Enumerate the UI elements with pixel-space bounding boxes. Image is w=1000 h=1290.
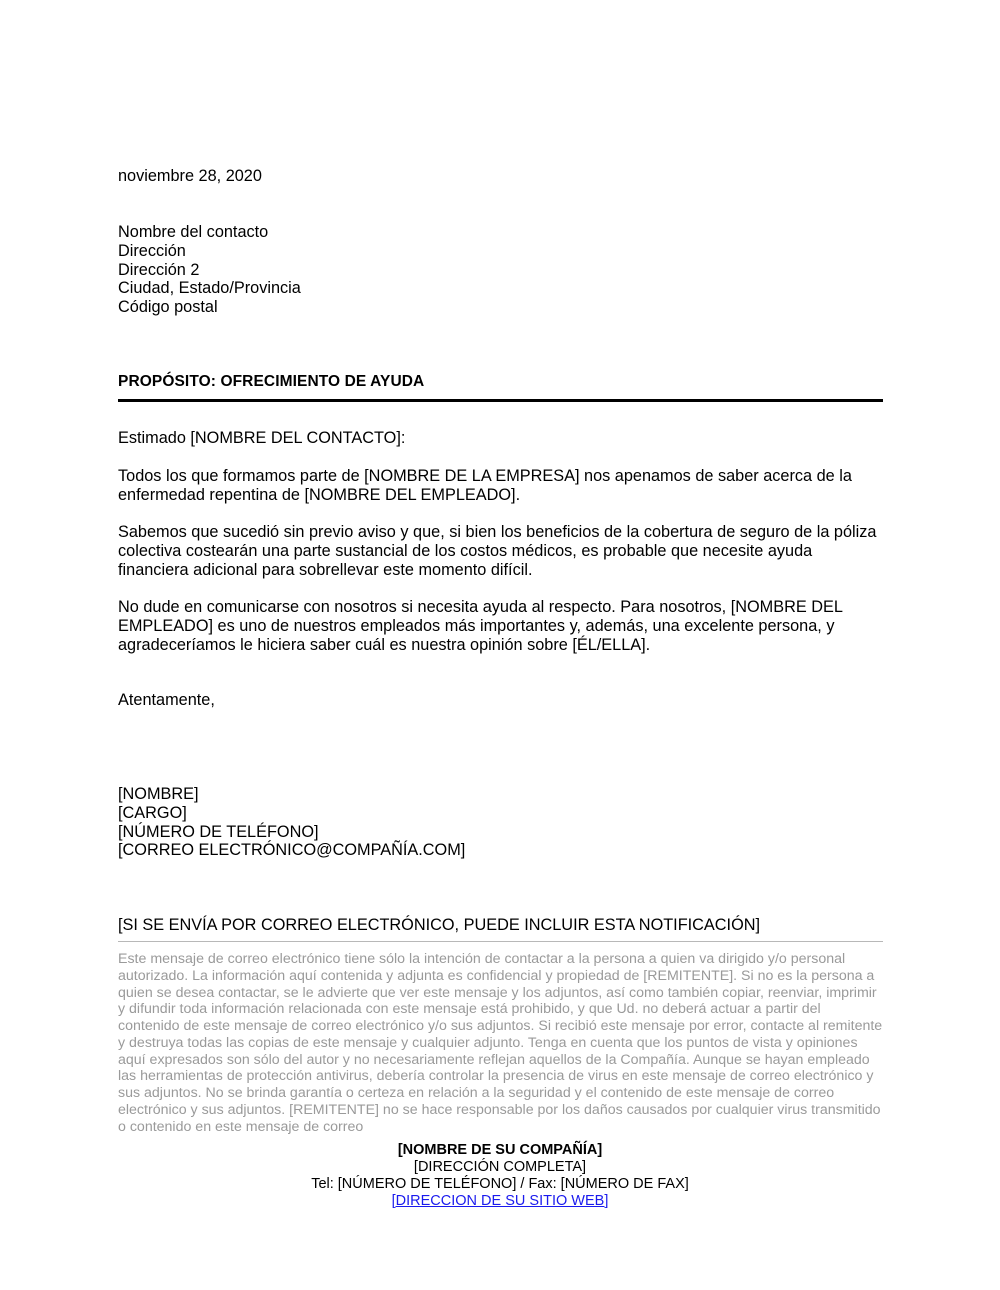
signature-name: [NOMBRE] [118, 785, 199, 803]
signature-title: [CARGO] [118, 803, 187, 822]
recipient-address-1: Dirección [118, 241, 186, 260]
salutation: Estimado [NOMBRE DEL CONTACTO]: [118, 429, 406, 447]
recipient-address-2: Dirección 2 [118, 260, 200, 279]
subject-divider [118, 399, 883, 402]
footer-contact: Tel: [NÚMERO DE TELÉFONO] / Fax: [NÚMERO DE FAX] [311, 1176, 689, 1192]
signature-phone: [NÚMERO DE TELÉFONO] [118, 822, 319, 841]
recipient-city-state: Ciudad, Estado/Provincia [118, 279, 301, 298]
recipient-postal-code: Código postal [118, 298, 218, 317]
footer-address: [DIRECCIÓN COMPLETA] [413, 1159, 587, 1175]
closing: Atentamente, [118, 691, 215, 709]
body-paragraph-2: Sabemos que sucedió sin previo aviso y que, si bien los beneficios de la cobertura de seguro de la póliza colectiva costearán una parte sustancial de los costos médicos, es probable que necesite ayuda financiera adicional para sobrellevar este momento difícil. [118, 523, 877, 579]
company-footer [0, 1142, 1000, 1210]
letter-subject: PROPÓSITO: OFRECIMIENTO DE AYUDA [118, 373, 425, 390]
signature-block [118, 785, 883, 860]
signature-email: [CORREO ELECTRÓNICO@COMPAÑÍA.COM] [118, 841, 466, 860]
notice-divider [118, 941, 883, 942]
body-paragraph-3: No dude en comunicarse con nosotros si necesita ayuda al respecto. Para nosotros, [NOMBRE DEL EMPLEADO] es uno de nuestros empleados más importantes y, además, una excelente persona, y agradeceríamos le hiciera saber cuál es nuestra opinión sobre [ÉL/ELLA]. [118, 598, 843, 654]
recipient-name: Nombre del contacto [118, 223, 269, 241]
letter-date: noviembre 28, 2020 [118, 167, 262, 185]
email-notice-heading: [SI SE ENVÍA POR CORREO ELECTRÓNICO, PUEDE INCLUIR ESTA NOTIFICACIÓN] [118, 916, 761, 934]
footer-company-name: [NOMBRE DE SU COMPAÑÍA] [397, 1142, 603, 1158]
body-paragraph-1: Todos los que formamos parte de [NOMBRE DE LA EMPRESA] nos apenamos de saber acerca de la enfermedad repentina de [NOMBRE DEL EMPLEADO]. [118, 467, 852, 504]
email-disclaimer: Este mensaje de correo electrónico tiene sólo la intención de contactar a la persona a quien va dirigido y/o personal autorizado. La información aquí contenida y adjunta es confidencial y propiedad de [REMITENTE]. Si no es la persona a quien se desea contactar, se le advierte que ver este mensaje y los adjuntos, así como también copiar, reenviar, imprimir y difundir toda información relacionada con este mensaje está prohibido, y que Ud. no deberá actuar a partir del contenido de este mensaje de correo electrónico y/o sus adjuntos. Si recibió este mensaje por error, contacte al remitente y destruya todas las copias de este mensaje y cualquier adjunto. Tenga en cuenta que los puntos de vista y opiniones aquí expresados son sólo del autor y no necesariamente reflejan aquellos de la Compañía. Aunque se hayan empleado las herramientas de protección antivirus, debería controlar la presencia de virus en este mensaje de correo electrónico y sus adjuntos. No se brinda garantía o certeza en relación a la seguridad y el contenido de este mensaje de correo electrónico y sus adjuntos. [REMITENTE] no se hace responsable por los daños causados por cualquier virus transmitido o contenido en este mensaje de correo [118, 951, 883, 1135]
footer-website-link[interactable]: [DIRECCION DE SU SITIO WEB] [391, 1193, 609, 1209]
recipient-address-block [118, 223, 883, 317]
